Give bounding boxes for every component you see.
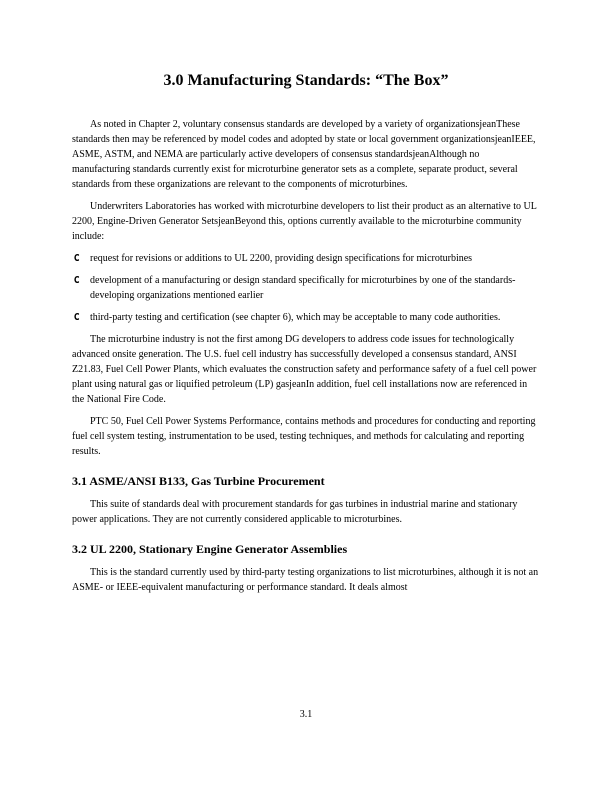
list-item-text: third-party testing and certification (see chapter 6), which may be acceptable to many code authorities. — [90, 312, 501, 323]
bullet-icon: C — [74, 253, 80, 264]
list-item-text: development of a manufacturing or design standard specifically for microturbines by one of the standards-developing organizations mentioned earlier — [90, 275, 516, 301]
bullet-icon: C — [74, 312, 80, 323]
body-paragraph: PTC 50, Fuel Cell Power Systems Performance, contains methods and procedures for conducting and reporting fuel cell system testing, instrumentation to be used, testing techniques, and methods for calculating and reporting results. — [72, 416, 536, 457]
page-number: 3.1 — [299, 709, 313, 720]
options-list — [72, 251, 540, 325]
section-paragraph: This suite of standards deal with procurement standards for gas turbines in industrial marine and stationary power applications. They are not currently considered applicable to microturbines. — [72, 499, 518, 525]
list-item — [72, 273, 540, 303]
list-item — [72, 251, 540, 266]
list-item-text: request for revisions or additions to UL 2200, providing design specifications for microturbines — [90, 253, 473, 264]
intro-paragraph: Underwriters Laboratories has worked with microturbine developers to list their product as an alternative to UL 2200, Engine-Driven Generator SetsjeanBeyond this, options currently available to the microturbine community include: — [72, 201, 537, 242]
list-item — [72, 310, 540, 325]
page-title: 3.0 Manufacturing Standards: “The Box” — [163, 72, 449, 89]
section-heading: 3.1 ASME/ANSI B133, Gas Turbine Procurement — [72, 474, 325, 488]
section-paragraph: This is the standard currently used by third-party testing organizations to list microturbines, although it is not an ASME- or IEEE-equivalent manufacturing or performance standard. It deals almost — [72, 567, 539, 593]
intro-paragraph: As noted in Chapter 2, voluntary consensus standards are developed by a variety of organizationsjeanThese standards then may be referenced by model codes and adopted by state or local government organizationsjeanIEEE, ASME, ASTM, and NEMA are particularly active developers of consensus standardsjeanAlthough no manufacturing standards currently exist for microturbine generator sets as a complete, separate product, several standards from these organizations are relevant to the components of microturbines. — [72, 119, 536, 190]
section-heading: 3.2 UL 2200, Stationary Engine Generator Assemblies — [72, 542, 348, 556]
bullet-icon: C — [74, 275, 80, 286]
document-body — [72, 117, 540, 602]
body-paragraph: The microturbine industry is not the first among DG developers to address code issues for technologically advanced onsite generation. The U.S. fuel cell industry has successfully developed a consensus standard, ANSI Z21.83, Fuel Cell Power Plants, which evaluates the construction safety and performance safety of a fuel cell power plant using natural gas or liquified petroleum (LP) gasjeanIn addition, fuel cell installations now are referenced in the National Fire Code. — [72, 334, 537, 405]
